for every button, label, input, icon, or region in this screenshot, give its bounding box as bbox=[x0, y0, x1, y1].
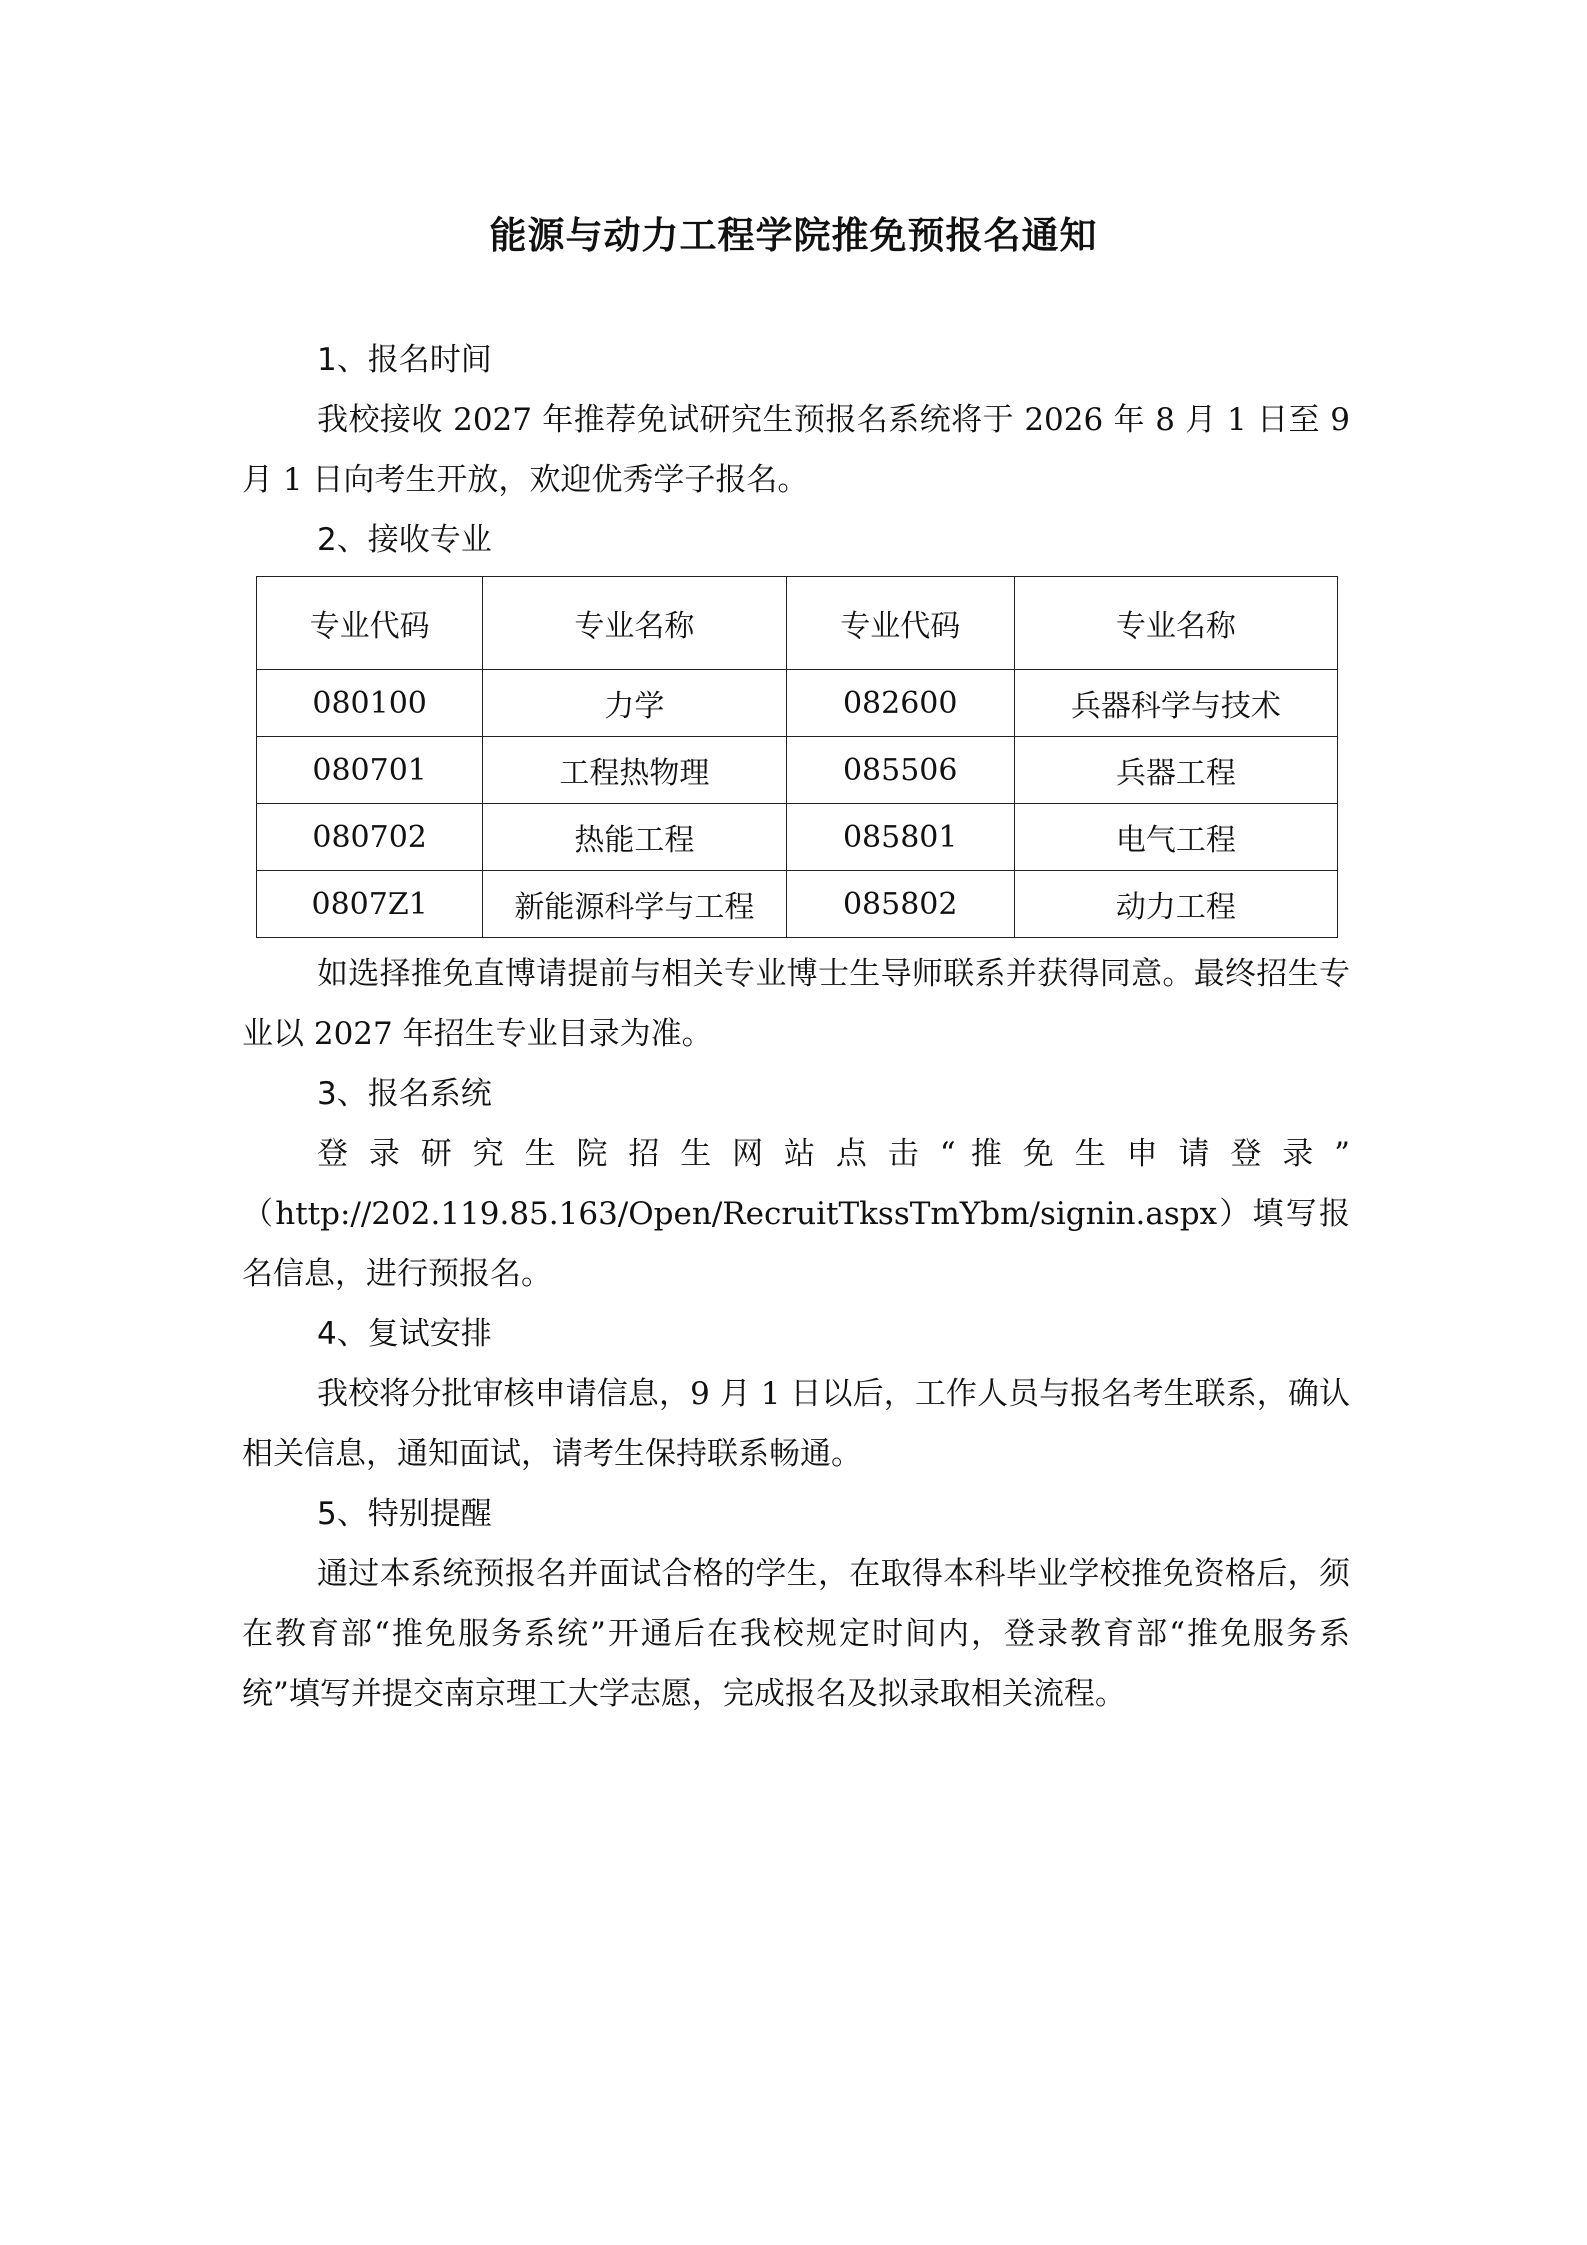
majors-table bbox=[256, 576, 1338, 938]
header-major-code-2: 专业代码 bbox=[786, 577, 1014, 670]
registration-system-link-text: （http://202.119.85.163/Open/RecruitTkssTmYbm/signin.aspx）填写报名信息，进行预报名。 bbox=[242, 1196, 1350, 1292]
major-name-cell: 兵器科学与技术 bbox=[1014, 670, 1337, 737]
table-row bbox=[257, 804, 1338, 871]
major-code-cell: 080702 bbox=[257, 804, 483, 871]
major-code-cell: 085506 bbox=[786, 737, 1014, 804]
major-name-cell: 动力工程 bbox=[1014, 871, 1337, 938]
major-code-cell: 0807Z1 bbox=[257, 871, 483, 938]
major-name-cell: 力学 bbox=[483, 670, 786, 737]
header-major-code-1: 专业代码 bbox=[257, 577, 483, 670]
table-row bbox=[257, 737, 1338, 804]
major-name-cell: 电气工程 bbox=[1014, 804, 1337, 871]
major-name-cell: 新能源科学与工程 bbox=[483, 871, 786, 938]
page-title: 能源与动力工程学院推免预报名通知 bbox=[489, 214, 1098, 257]
table-row bbox=[257, 670, 1338, 737]
table-header-row bbox=[257, 577, 1338, 670]
table-row bbox=[257, 871, 1338, 938]
major-name-cell: 热能工程 bbox=[483, 804, 786, 871]
major-code-cell: 080701 bbox=[257, 737, 483, 804]
major-code-cell: 080100 bbox=[257, 670, 483, 737]
document-body bbox=[242, 330, 1350, 1724]
majors-note-text: 如选择推免直博请提前与相关专业博士生导师联系并获得同意。最终招生专业以 2027 年招生专业目录为准。 bbox=[242, 956, 1350, 1052]
section-heading-registration-system: 3、报名系统 bbox=[317, 1076, 492, 1112]
header-major-name-1: 专业名称 bbox=[483, 577, 786, 670]
major-code-cell: 082600 bbox=[786, 670, 1014, 737]
major-name-cell: 工程热物理 bbox=[483, 737, 786, 804]
section-heading-majors: 2、接收专业 bbox=[317, 522, 492, 558]
registration-time-text: 我校接收 2027 年推荐免试研究生预报名系统将于 2026 年 8 月 1 日至 9 月 1 日向考生开放，欢迎优秀学子报名。 bbox=[242, 402, 1350, 498]
major-name-cell: 兵器工程 bbox=[1014, 737, 1337, 804]
section-heading-registration-time: 1、报名时间 bbox=[317, 342, 492, 378]
reminder-text: 通过本系统预报名并面试合格的学生，在取得本科毕业学校推免资格后，须在教育部“推免服务系统”开通后在我校规定时间内，登录教育部“推免服务系统”填写并提交南京理工大学志愿，完成报名及拟录取相关流程。 bbox=[242, 1556, 1350, 1712]
registration-system-instruction: 登 录 研 究 生 院 招 生 网 站 点 击 “ 推 免 生 申 请 登 录 ” bbox=[317, 1136, 1350, 1172]
interview-text: 我校将分批审核申请信息，9 月 1 日以后，工作人员与报名考生联系，确认相关信息，通知面试，请考生保持联系畅通。 bbox=[242, 1376, 1350, 1472]
section-heading-reminder: 5、特别提醒 bbox=[317, 1496, 492, 1532]
major-code-cell: 085802 bbox=[786, 871, 1014, 938]
major-code-cell: 085801 bbox=[786, 804, 1014, 871]
header-major-name-2: 专业名称 bbox=[1014, 577, 1337, 670]
section-heading-interview: 4、复试安排 bbox=[317, 1316, 492, 1352]
